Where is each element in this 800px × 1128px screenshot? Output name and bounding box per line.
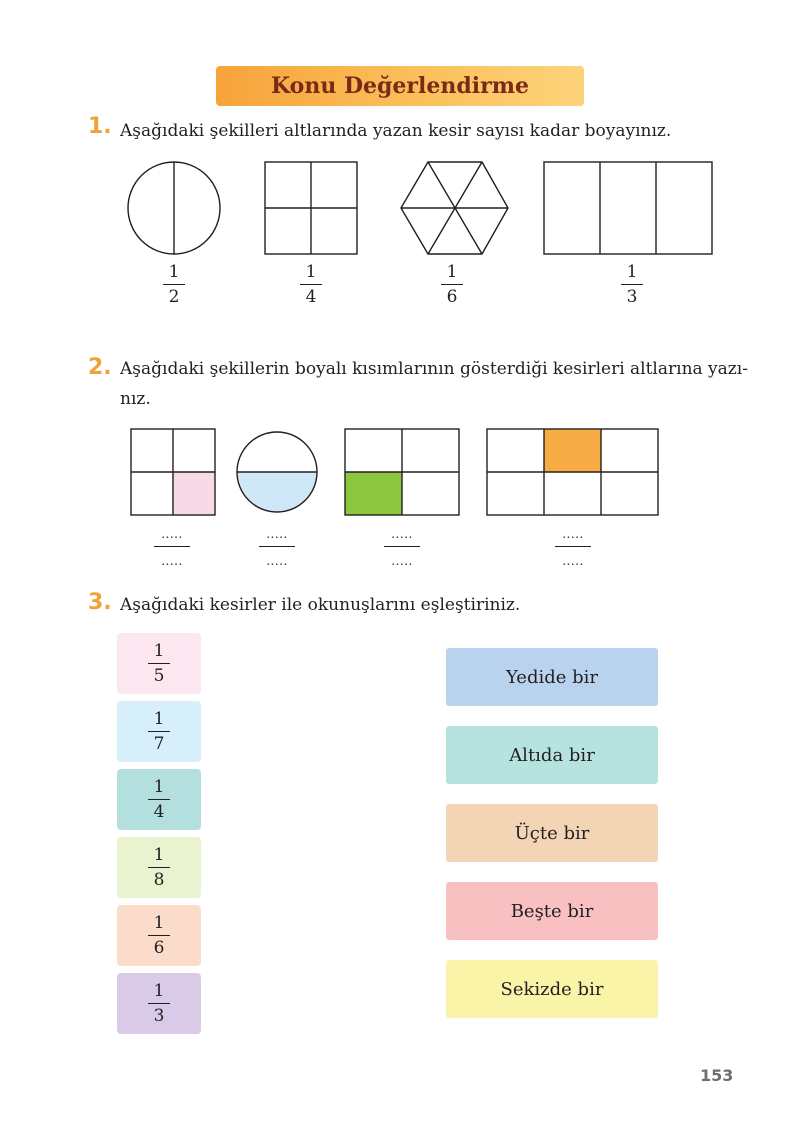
- denominator: 8: [153, 870, 165, 890]
- shaded-half-circle: [237, 432, 317, 512]
- page-title: Konu Değerlendirme: [271, 73, 529, 99]
- blank-numerator: .....: [391, 527, 413, 541]
- fraction-card[interactable]: [117, 837, 201, 898]
- numerator: 1: [153, 981, 165, 1001]
- shaded-square-grid: [131, 429, 215, 515]
- numerator: 1: [153, 913, 165, 933]
- word-card[interactable]: Beşte bir: [446, 882, 658, 940]
- denominator: 6: [153, 938, 165, 958]
- word-card[interactable]: Sekizde bir: [446, 960, 658, 1018]
- numerator: 1: [446, 262, 458, 282]
- fraction-bar: [148, 867, 170, 868]
- fraction-card[interactable]: [117, 769, 201, 830]
- fraction-bar: [441, 284, 463, 285]
- fraction-label: [144, 981, 174, 1026]
- numerator: 1: [305, 262, 317, 282]
- question-1-text: Aşağıdaki şekilleri altlarında yazan kesir sayısı kadar boyayınız.: [120, 121, 672, 141]
- fraction-bar: [148, 663, 170, 664]
- question-3-number: 3.: [88, 590, 112, 615]
- numerator: 1: [168, 262, 180, 282]
- blank-numerator: .....: [562, 527, 584, 541]
- hexagon-sixths-shape: [401, 162, 508, 254]
- denominator: 3: [626, 287, 638, 307]
- fraction-label: [159, 262, 189, 307]
- fraction-bar: [148, 731, 170, 732]
- numerator: 1: [153, 777, 165, 797]
- square-quarters-shape: [265, 162, 357, 254]
- denominator: 4: [305, 287, 317, 307]
- fraction-label: [144, 777, 174, 822]
- fraction-bar: [154, 546, 190, 547]
- fraction-card[interactable]: [117, 973, 201, 1034]
- word-card[interactable]: Altıda bir: [446, 726, 658, 784]
- denominator: 6: [446, 287, 458, 307]
- numerator: 1: [153, 641, 165, 661]
- fraction-label: [296, 262, 326, 307]
- shaded-rectangle-quarters: [345, 429, 459, 515]
- fraction-bar: [148, 799, 170, 800]
- fraction-label: [144, 709, 174, 754]
- blank-denominator: .....: [161, 554, 183, 568]
- answer-blank[interactable]: [553, 528, 593, 567]
- question-2-number: 2.: [88, 355, 112, 380]
- question-1-number: 1.: [88, 114, 112, 139]
- numerator: 1: [626, 262, 638, 282]
- question-2-text-line1: Aşağıdaki şekillerin boyalı kısımlarının gösterdiği kesirleri altlarına yazı-: [120, 359, 748, 379]
- denominator: 7: [153, 734, 165, 754]
- fraction-label: [144, 845, 174, 890]
- word-card[interactable]: Yedide bir: [446, 648, 658, 706]
- blank-numerator: .....: [266, 527, 288, 541]
- answer-blank[interactable]: [152, 528, 192, 567]
- fraction-bar: [259, 546, 295, 547]
- fraction-bar: [555, 546, 591, 547]
- fraction-bar: [148, 935, 170, 936]
- fraction-card[interactable]: [117, 633, 201, 694]
- fraction-bar: [148, 1003, 170, 1004]
- fraction-label: [144, 641, 174, 686]
- question-3-text: Aşağıdaki kesirler ile okunuşlarını eşleştiriniz.: [120, 595, 521, 615]
- denominator: 3: [153, 1006, 165, 1026]
- blank-denominator: .....: [562, 554, 584, 568]
- fraction-bar: [384, 546, 420, 547]
- fraction-label: [617, 262, 647, 307]
- denominator: 2: [168, 287, 180, 307]
- blank-numerator: .....: [161, 527, 183, 541]
- numerator: 1: [153, 845, 165, 865]
- fraction-bar: [163, 284, 185, 285]
- rectangle-thirds-shape: [544, 162, 712, 254]
- answer-blank[interactable]: [257, 528, 297, 567]
- circle-halves-shape: [128, 162, 220, 254]
- numerator: 1: [153, 709, 165, 729]
- shaded-rectangle-sixths: [487, 429, 658, 515]
- blank-denominator: .....: [266, 554, 288, 568]
- fraction-card[interactable]: [117, 701, 201, 762]
- fraction-bar: [621, 284, 643, 285]
- fraction-label: [437, 262, 467, 307]
- word-card[interactable]: Üçte bir: [446, 804, 658, 862]
- fraction-card[interactable]: [117, 905, 201, 966]
- answer-blank[interactable]: [382, 528, 422, 567]
- blank-denominator: .....: [391, 554, 413, 568]
- fraction-label: [144, 913, 174, 958]
- question-2-text-line2: nız.: [120, 389, 151, 409]
- page-number: 153: [700, 1066, 734, 1085]
- denominator: 4: [153, 802, 165, 822]
- denominator: 5: [153, 666, 165, 686]
- fraction-bar: [300, 284, 322, 285]
